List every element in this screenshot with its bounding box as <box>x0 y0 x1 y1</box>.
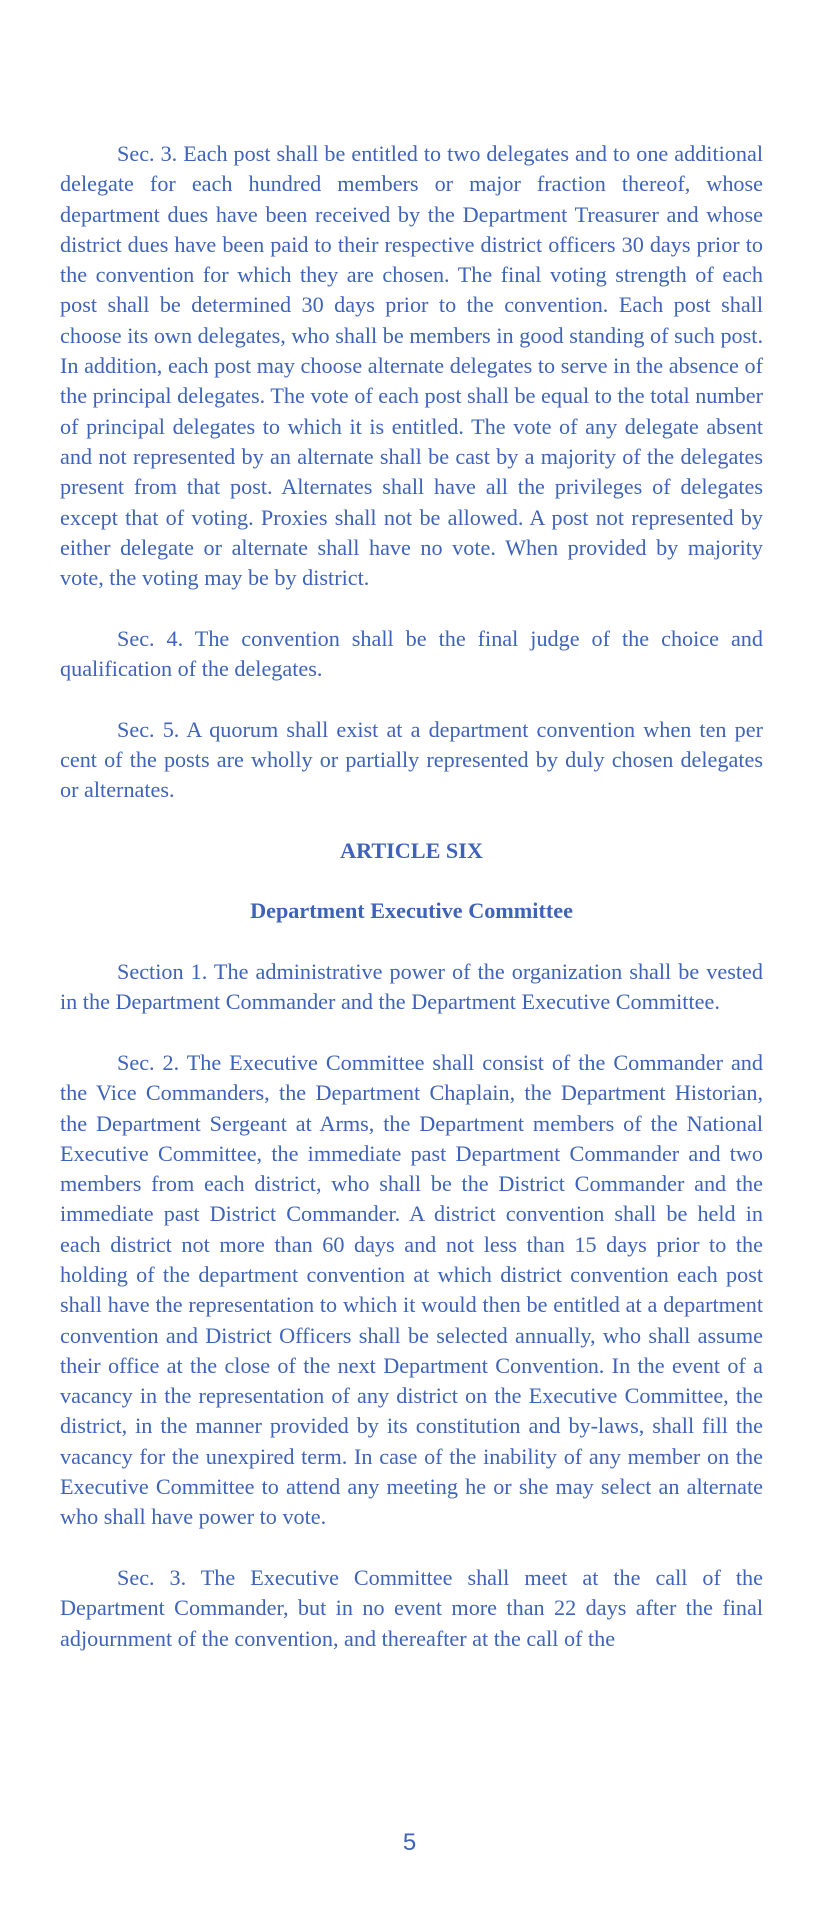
article5-sec5-paragraph: Sec. 5. A quorum shall exist at a department convention when ten per cent of the posts are wholly or partially represented by duly chosen delegates or alternates. <box>60 716 763 803</box>
document-page <box>60 139 763 1654</box>
article6-sec2-paragraph: Sec. 2. The Executive Committee shall consist of the Commander and the Vice Commanders, the Department Chaplain, the Department Historian, the Department Sergeant at Arms, the Department members of the National Executive Committee, the immediate past Department Commander and two members from each district, who shall be the District Commander and the immediate past District Commander. A district convention shall be held in each district not more than 60 days and not less than 15 days prior to the holding of the department convention at which district convention each post shall have the representation to which it would then be entitled at a department convention and District Officers shall be selected annually, who shall assume their office at the close of the next Department Convention. In the event of a vacancy in the representation of any district on the Executive Committee, the district, in the manner provided by its constitution and by-laws, shall fill the vacancy for the unexpired term. In case of the inability of any member on the Executive Committee to attend any meeting he or she may select an alternate who shall have power to vote. <box>60 1049 763 1530</box>
article6-sec3-paragraph: Sec. 3. The Executive Committee shall meet at the call of the Department Commander, but in no event more than 22 days after the final adjournment of the convention, and thereafter at the call of the <box>60 1564 763 1651</box>
article5-sec4-paragraph: Sec. 4. The convention shall be the final judge of the choice and qualification of the delegates. <box>60 625 763 682</box>
page-number: 5 <box>402 1829 417 1856</box>
article5-sec3-paragraph: Sec. 3. Each post shall be entitled to two delegates and to one additional delegate for each hundred members or major fraction thereof, whose department dues have been received by the Department Treasurer and whose district dues have been paid to their respective district officers 30 days prior to the convention for which they are chosen. The final voting strength of each post shall be determined 30 days prior to the convention. Each post shall choose its own delegates, who shall be members in good standing of such post. In addition, each post may choose alternate delegates to serve in the absence of the principal delegates. The vote of each post shall be equal to the total number of principal delegates to which it is entitled. The vote of any delegate absent and not represented by an alternate shall be cast by a majority of the delegates present from that post. Alternates shall have all the privileges of delegates except that of voting. Proxies shall not be allowed. A post not represented by either delegate or alternate shall have no vote. When provided by majority vote, the voting may be by district. <box>60 141 763 591</box>
article-subtitle: Department Executive Committee <box>250 898 573 924</box>
article6-section1-paragraph: Section 1. The administrative power of the organization shall be vested in the Department Commander and the Department Executive Committee. <box>60 959 763 1015</box>
article-title: ARTICLE SIX <box>340 837 483 863</box>
